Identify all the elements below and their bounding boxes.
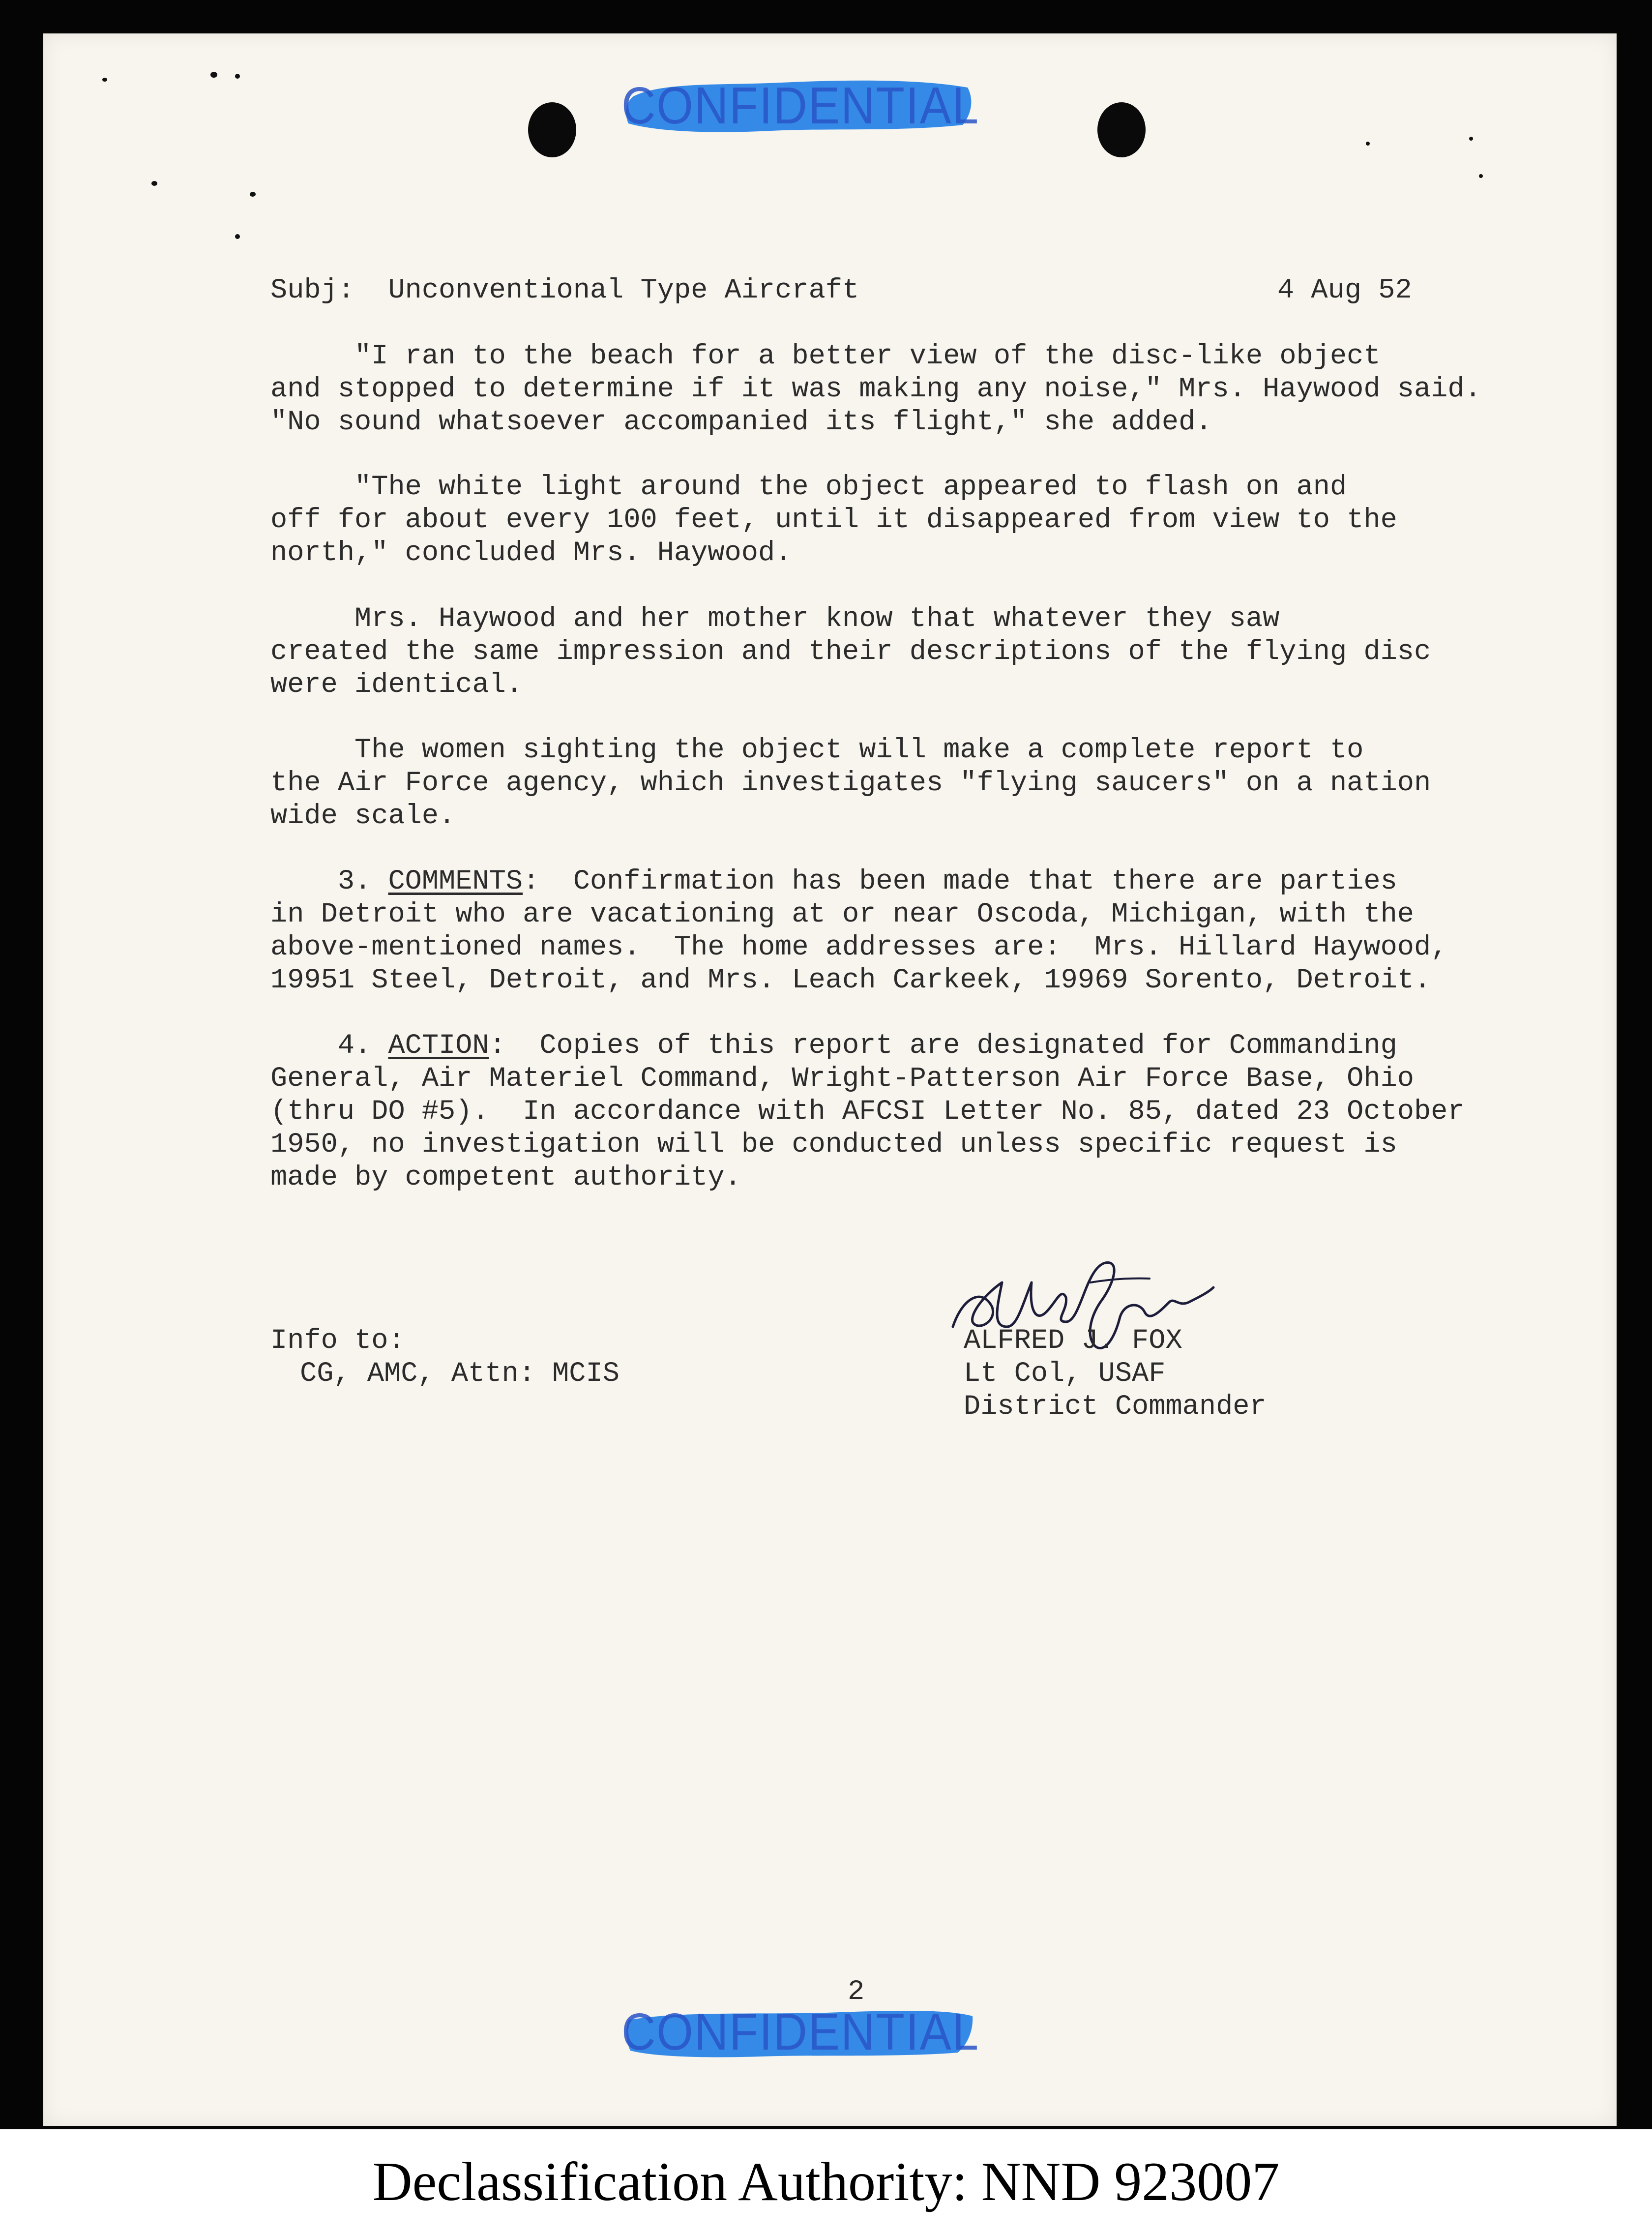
text-line: Mrs. Haywood and her mother know that whatever they saw [270,603,1280,635]
dust-speck [210,72,217,78]
section-heading: COMMENTS [388,866,523,897]
signer-name: ALFRED J. FOX [964,1325,1182,1357]
text-line: made by competent authority. [270,1162,741,1193]
document-page [43,33,1617,2126]
dust-speck [151,181,157,186]
text-line: General, Air Materiel Command, Wright-Patterson Air Force Base, Ohio [270,1063,1414,1095]
text-line: 19951 Steel, Detroit, and Mrs. Leach Carkeek, 19969 Sorento, Detroit. [270,965,1431,996]
text-line: in Detroit who are vacationing at or near Oscoda, Michigan, with the [270,899,1414,930]
punch-hole-right [1097,102,1146,157]
section-number: 3. [337,866,372,897]
text-line: were identical. [270,669,523,701]
section-number: 4. [337,1030,372,1062]
dust-speck [102,78,107,82]
dust-speck [1479,174,1483,178]
dust-speck [1366,142,1370,146]
text-line: "I ran to the beach for a better view of the disc-like object [270,341,1381,372]
info-recipient: CG, AMC, Attn: MCIS [300,1358,620,1390]
text-line: and stopped to determine if it was making any noise," Mrs. Haywood said. [270,374,1481,405]
subject-line: Subj: Unconventional Type Aircraft [270,275,859,306]
dust-speck [235,234,240,239]
document-date: 4 Aug 52 [1277,275,1412,306]
confidential-stamp-bottom [621,2003,980,2061]
text-line: north," concluded Mrs. Haywood. [270,537,792,569]
text-line: above-mentioned names. The home addresses are: Mrs. Hillard Haywood, [270,932,1448,963]
text-line: "The white light around the object appeared to flash on and [270,472,1347,503]
declassification-caption: Declassification Authority: NND 923007 [372,2151,1280,2212]
text-line: The women sighting the object will make a complete report to [270,735,1364,766]
section-first-line [270,865,1397,898]
section-heading: ACTION [388,1030,489,1062]
text-line: the Air Force agency, which investigates "flying saucers" on a nation [270,768,1431,799]
text-line: "No sound whatsoever accompanied its flight," she added. [270,407,1212,438]
text-line: 1950, no investigation will be conducted unless specific request is [270,1129,1397,1161]
info-label: Info to: [270,1325,405,1357]
text-line: wide scale. [270,801,456,832]
dust-speck [235,74,240,79]
text-line: off for about every 100 feet, until it disappeared from view to the [270,505,1397,536]
section-first-line [270,1030,1397,1063]
signer-rank: Lt Col, USAF [964,1358,1166,1390]
page-number: 2 [848,1976,865,2008]
text-line: created the same impression and their descriptions of the flying disc [270,636,1431,668]
section-text: : Confirmation has been made that there are parties [523,866,1397,897]
section-text: : Copies of this report are designated for Commanding [489,1030,1397,1062]
stamp-label: CONFIDENTIAL [621,2003,980,2061]
signer-title: District Commander [964,1391,1267,1423]
stamp-label: CONFIDENTIAL [621,77,980,135]
punch-hole-left [528,102,576,157]
confidential-stamp-top [621,77,980,136]
dust-speck [1469,137,1473,141]
dust-speck [250,192,256,197]
text-line: (thru DO #5). In accordance with AFCSI Letter No. 85, dated 23 October [270,1096,1465,1128]
